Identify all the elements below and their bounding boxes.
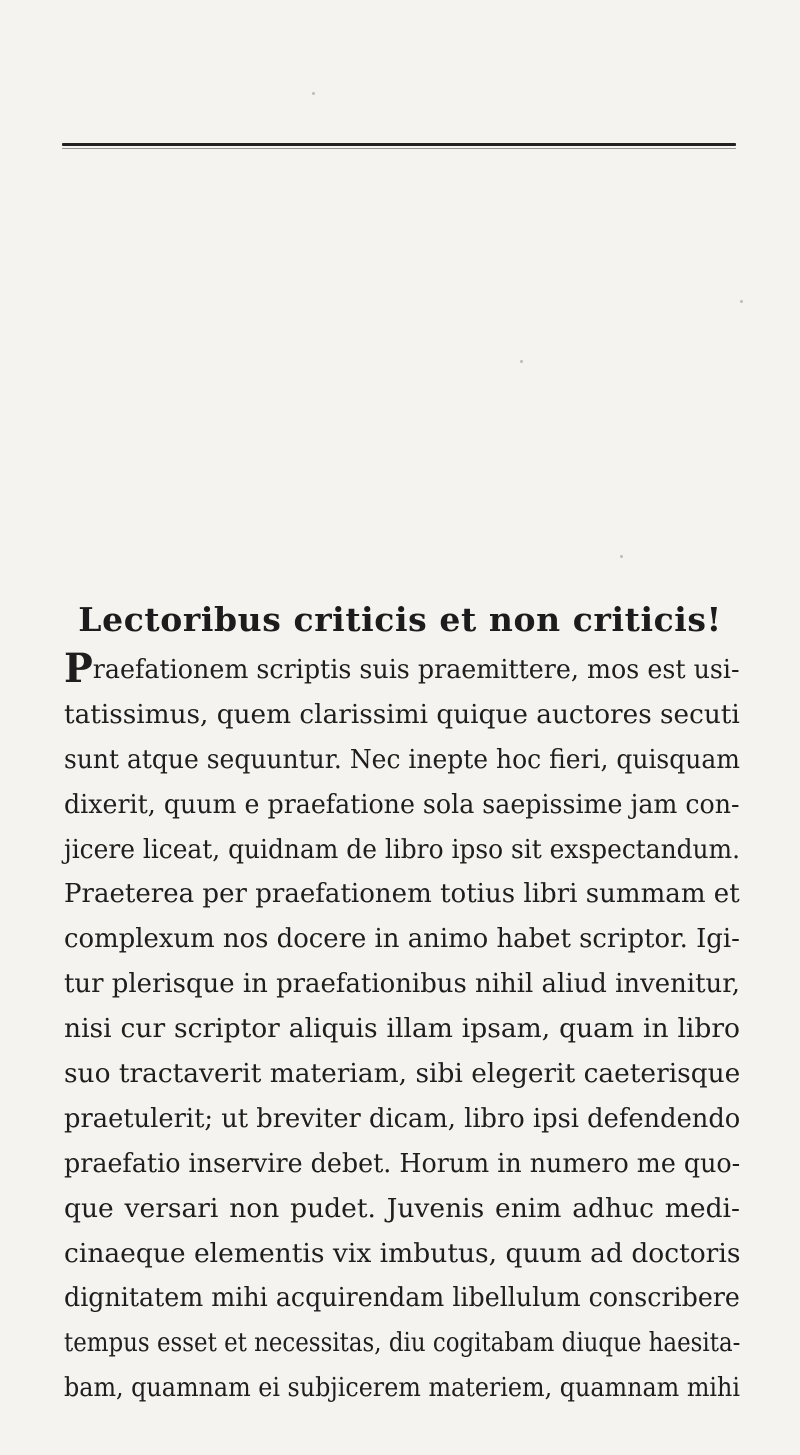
text-line: suo tractaverit materiam, sibi elegerit caeterisque bbox=[64, 1058, 741, 1090]
initial-letter: P bbox=[64, 645, 93, 692]
text-line: complexum nos docere in animo habet scriptor. Igi- bbox=[64, 923, 740, 955]
text-line: dignitatem mihi acquirendam libellulum conscribere bbox=[64, 1282, 740, 1314]
text-line: praetulerit; ut breviter dicam, libro ipsi defendendo bbox=[64, 1102, 741, 1134]
paper-speck bbox=[620, 555, 623, 558]
text-line: tatissimus, quem clarissimi quique auctores secuti bbox=[64, 698, 740, 730]
body-paragraph bbox=[64, 645, 741, 1411]
text-line: jicere liceat, quidnam de libro ipso sit exspectandum. bbox=[64, 833, 741, 865]
page-heading: Lectoribus criticis et non criticis! bbox=[78, 600, 722, 639]
top-rule-shadow bbox=[62, 148, 736, 149]
text-line: nisi cur scriptor aliquis illam ipsam, quam in libro bbox=[64, 1013, 740, 1045]
text-line: praefatio inservire debet. Horum in numero me quo- bbox=[64, 1147, 741, 1179]
text-line: que versari non pudet. Juvenis enim adhuc medi- bbox=[64, 1192, 740, 1224]
paper-speck bbox=[520, 360, 523, 363]
text-line-first bbox=[64, 645, 740, 693]
text-line: tempus esset et necessitas, diu cogitabam diuque haesita- bbox=[64, 1327, 741, 1359]
text-line: sunt atque sequuntur. Nec inepte hoc fieri, quisquam bbox=[64, 743, 740, 775]
text-line: Praeterea per praefationem totius libri summam et bbox=[64, 878, 740, 910]
top-rule bbox=[62, 143, 736, 146]
text-line: cinaeque elementis vix imbutus, quum ad doctoris bbox=[64, 1237, 741, 1269]
paper-speck bbox=[740, 300, 743, 303]
paper-speck bbox=[312, 92, 315, 95]
text-line-content: raefationem scriptis suis praemittere, mos est usi- bbox=[92, 654, 740, 685]
text-line: tur plerisque in praefationibus nihil aliud invenitur, bbox=[64, 968, 741, 1000]
text-line: dixerit, quum e praefatione sola saepissime jam con- bbox=[64, 788, 740, 820]
text-line: bam, quamnam ei subjicerem materiem, quamnam mihi bbox=[64, 1372, 741, 1404]
